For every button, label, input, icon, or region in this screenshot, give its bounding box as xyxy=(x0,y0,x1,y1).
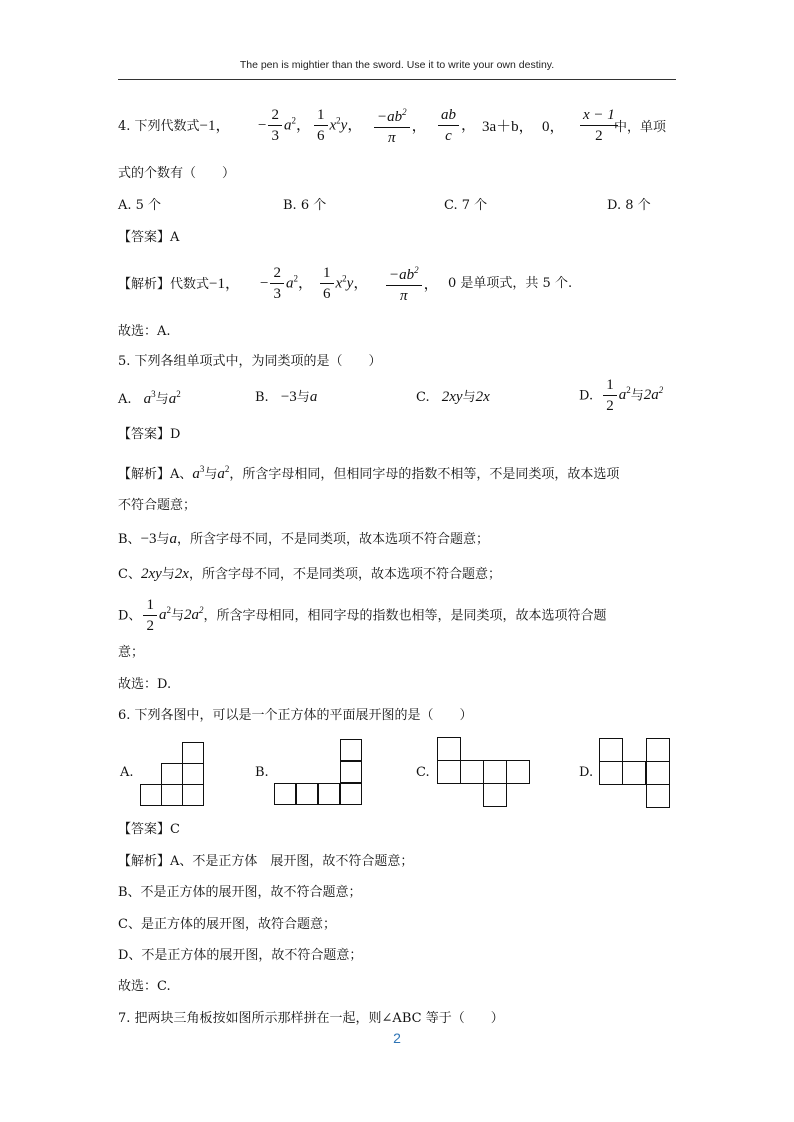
connector: 与 xyxy=(156,532,170,547)
analysis-label: B、 xyxy=(118,532,141,547)
net-square xyxy=(340,761,362,783)
connector: 与 xyxy=(630,388,644,404)
exponent: 2 xyxy=(291,115,296,126)
q5-conclusion: 故选：D. xyxy=(118,677,172,692)
option-math xyxy=(601,377,631,414)
comma: ， xyxy=(347,117,363,134)
exponent: 2 xyxy=(414,265,419,275)
net-square xyxy=(506,760,530,784)
comma: ， xyxy=(461,117,477,134)
math xyxy=(141,597,171,634)
net-square xyxy=(437,737,461,761)
numerator: 1 xyxy=(320,266,334,284)
numerator: 2 xyxy=(268,108,282,126)
net-square xyxy=(483,760,507,784)
q5-option-b xyxy=(255,390,317,405)
var-a: a xyxy=(217,466,225,482)
comma: ， xyxy=(295,117,311,134)
numerator: x − 1 xyxy=(580,108,618,126)
comma: ， xyxy=(423,276,439,293)
q5-analysis-a xyxy=(118,465,619,482)
q4-analysis-expr-4 xyxy=(384,266,439,304)
q5-question: 5. 下列各组单项式中，为同类项的是（ ） xyxy=(118,354,382,369)
connector: 与 xyxy=(170,608,184,624)
fraction xyxy=(143,598,157,634)
net-square xyxy=(274,783,296,805)
q5-option-a xyxy=(118,390,181,407)
q4-expr-5 xyxy=(436,108,476,144)
q5-option-c xyxy=(416,390,490,405)
option-label: A. xyxy=(118,392,132,407)
denominator: c xyxy=(445,128,452,144)
var-a: a xyxy=(618,387,627,404)
header-divider xyxy=(118,79,676,80)
net-square xyxy=(646,761,670,785)
math: a xyxy=(169,531,178,547)
q6-answer: 【答案】C xyxy=(118,822,180,837)
q5-option-d xyxy=(579,378,663,414)
net-square xyxy=(182,784,204,806)
exponent: 2 xyxy=(402,107,407,117)
net-square xyxy=(646,738,670,762)
denominator: 2 xyxy=(606,398,614,414)
exponent: 2 xyxy=(342,273,347,284)
option-math: −3 xyxy=(280,389,297,405)
net-square xyxy=(318,783,340,805)
q4-line1 xyxy=(118,119,231,134)
q4-expr-2 xyxy=(258,108,311,144)
exponent: 3 xyxy=(151,389,156,399)
connector: 与 xyxy=(462,390,476,405)
q6-analysis-3: C、是正方体的展开图，故符合题意； xyxy=(118,917,336,932)
numerator: 1 xyxy=(314,108,328,126)
q4-option-b: B. 6 个 xyxy=(283,198,327,213)
exponent: 2 xyxy=(658,385,664,396)
q6-label-b: B. xyxy=(255,765,269,780)
exponent: 2 xyxy=(336,115,341,126)
net-square xyxy=(599,761,623,785)
exponent: 2 xyxy=(198,605,204,616)
var-a: a xyxy=(285,275,294,292)
denominator: 2 xyxy=(595,128,603,144)
exponent: 2 xyxy=(626,385,631,396)
denominator: 6 xyxy=(323,286,331,302)
q4-conclusion: 故选：A. xyxy=(118,324,171,339)
q4-expr-3 xyxy=(312,108,362,144)
math xyxy=(217,466,229,482)
connector: 与 xyxy=(204,467,218,482)
q6-analysis-2: B、不是正方体的展开图，故不符合题意； xyxy=(118,885,362,900)
numerator: 1 xyxy=(603,378,617,396)
numerator-text: −ab xyxy=(389,267,415,283)
exponent: 2 xyxy=(166,605,171,616)
denominator: 2 xyxy=(146,618,154,634)
q4-expr-7: 0， xyxy=(542,119,565,135)
option-math xyxy=(169,391,181,407)
fraction xyxy=(438,108,459,144)
numerator-text: −ab xyxy=(377,109,403,125)
comma: ， xyxy=(411,118,427,135)
numerator xyxy=(386,266,422,286)
math: −3 xyxy=(140,531,157,547)
minus-sign: − xyxy=(258,117,267,134)
q6-label-a: A. xyxy=(120,765,134,780)
q6-analysis-1: 【解析】A、不是正方体 展开图，故不符合题意； xyxy=(118,854,414,869)
analysis-text: ，所含字母不同，不是同类项，故本选项不符合题意； xyxy=(188,567,501,582)
fraction xyxy=(270,266,284,302)
analysis-label: C、 xyxy=(118,567,141,582)
header-quote: The pen is mightier than the sword. Use it to write your own destiny. xyxy=(239,59,555,71)
net-square xyxy=(599,738,623,762)
q4-option-d: D. 8 个 xyxy=(607,198,651,213)
term: 2a xyxy=(643,387,659,404)
q6-conclusion: 故选：C. xyxy=(118,979,171,994)
q5-analysis-c xyxy=(118,567,501,582)
q4-analysis-suffix: 0 是单项式，共 5 个. xyxy=(448,276,573,291)
net-square xyxy=(182,742,204,764)
net-square xyxy=(340,739,362,761)
net-square xyxy=(646,784,670,808)
denominator: 3 xyxy=(273,286,281,302)
var-a: a xyxy=(143,391,152,407)
numerator: 2 xyxy=(270,266,284,284)
q5-analysis-b xyxy=(118,532,489,547)
net-square xyxy=(483,783,507,807)
math xyxy=(192,466,204,482)
analysis-label: 【解析】代数式 xyxy=(118,277,210,292)
q4-analysis-expr-3 xyxy=(318,266,368,302)
page-number: 2 xyxy=(393,1030,401,1046)
q6-question: 6. 下列各图中，可以是一个正方体的平面展开图的是（ ） xyxy=(118,708,473,723)
connector: 与 xyxy=(161,567,175,582)
analysis-label: D、 xyxy=(118,608,142,624)
math: 2xy xyxy=(140,566,162,582)
q4-option-a: A. 5 个 xyxy=(118,198,162,213)
option-math xyxy=(644,387,664,403)
q4-prefix: 4. 下列代数式 xyxy=(118,119,200,134)
denominator: π xyxy=(400,288,408,304)
var-a: a xyxy=(283,117,292,134)
net-square xyxy=(340,783,362,805)
var-a: a xyxy=(192,466,200,482)
denominator: π xyxy=(388,130,396,146)
q4-analysis-expr-2 xyxy=(260,266,313,302)
option-label: D. xyxy=(579,388,594,404)
net-square xyxy=(140,784,162,806)
math: 2x xyxy=(174,566,189,582)
minus-sign: − xyxy=(260,275,269,292)
fraction xyxy=(374,108,410,146)
net-square xyxy=(296,783,318,805)
option-label: B. xyxy=(255,390,269,405)
term: 2a xyxy=(183,607,199,624)
fraction xyxy=(314,108,328,144)
analysis-text: ，所含字母不同，不是同类项，故本选项不符合题意； xyxy=(177,532,490,547)
var-a: a xyxy=(158,607,167,624)
q4-line2: 式的个数有（ ） xyxy=(118,166,236,181)
q6-label-d: D. xyxy=(579,765,594,780)
connector: 与 xyxy=(296,390,310,405)
comma: ， xyxy=(353,275,369,292)
option-math xyxy=(144,391,156,407)
q4-suffix: 中，单项 xyxy=(614,120,667,135)
connector: 与 xyxy=(155,392,169,407)
net-square xyxy=(182,763,204,785)
q4-expr-4 xyxy=(372,108,427,146)
net-square xyxy=(161,784,183,806)
math xyxy=(184,607,204,623)
q5-analysis-d xyxy=(118,598,606,634)
q4-expr-6: 3a＋b， xyxy=(482,119,534,135)
comma: ， xyxy=(297,275,313,292)
option-label: C. xyxy=(416,390,430,405)
option-math: 2xy xyxy=(441,389,463,405)
exponent: 3 xyxy=(199,464,205,474)
denominator: 6 xyxy=(317,128,325,144)
q5-analysis-a-line2: 不符合题意； xyxy=(118,498,197,513)
fraction xyxy=(320,266,334,302)
net-square xyxy=(622,761,646,785)
var-x: x xyxy=(335,275,343,292)
var-a: a xyxy=(168,391,177,407)
net-square xyxy=(161,763,183,785)
option-math: 2x xyxy=(475,389,490,405)
q4-option-c: C. 7 个 xyxy=(444,198,488,213)
exponent: 2 xyxy=(293,273,298,284)
q7-question: 7. 把两块三角板按如图所示那样拼在一起，则∠ABC 等于（ ） xyxy=(118,1011,504,1026)
var-x: x xyxy=(329,117,337,134)
fraction xyxy=(268,108,282,144)
exponent: 2 xyxy=(224,464,230,474)
q6-label-c: C. xyxy=(416,765,430,780)
expr-neg1: −1， xyxy=(209,276,240,292)
q6-analysis-4: D、不是正方体的展开图，故不符合题意； xyxy=(118,948,363,963)
analysis-text: ，所含字母相同，但相同字母的指数不相等，不是同类项，故本选项 xyxy=(229,467,620,482)
denominator: 3 xyxy=(271,128,279,144)
q4-expr-neg1: −1， xyxy=(199,118,231,134)
net-square xyxy=(460,760,484,784)
q5-answer: 【答案】D xyxy=(118,427,181,442)
analysis-text: ，所含字母相同，相同字母的指数也相等，是同类项，故本选项符合题 xyxy=(203,608,607,624)
q4-answer: 【答案】A xyxy=(118,230,180,245)
q4-analysis-prefix xyxy=(118,277,240,292)
numerator: ab xyxy=(438,108,459,126)
fraction xyxy=(603,378,617,414)
var-y: y xyxy=(346,275,354,292)
numerator xyxy=(374,108,410,128)
exponent: 2 xyxy=(176,389,181,399)
numerator: 1 xyxy=(143,598,157,616)
var-y: y xyxy=(340,117,348,134)
fraction xyxy=(580,108,618,144)
q5-analysis-d-line2: 意； xyxy=(118,645,145,660)
net-square xyxy=(437,760,461,784)
fraction xyxy=(386,266,422,304)
option-math: a xyxy=(309,389,318,405)
analysis-label: 【解析】A、 xyxy=(118,467,193,482)
